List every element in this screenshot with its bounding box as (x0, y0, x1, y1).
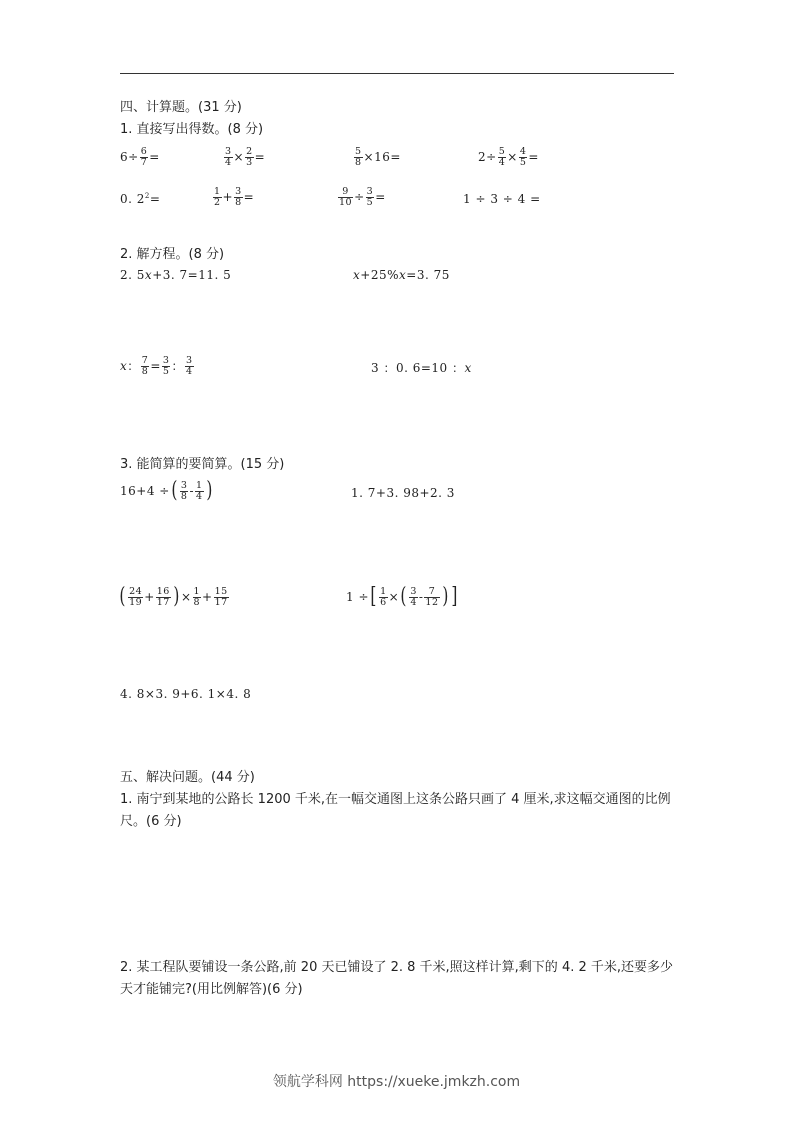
fraction: $\frac{5}{8}$ (355, 146, 362, 168)
header-rule (120, 73, 674, 74)
q1-problem-6 (212, 187, 254, 208)
q1-problem-3 (353, 147, 401, 168)
q1-problem-8: 1 ÷ 3 ÷ 4 = (463, 192, 541, 206)
left-paren: ( (119, 584, 126, 609)
q2-equation-1 (120, 268, 231, 282)
right-paren: ) (173, 584, 180, 609)
q1-problem-1 (120, 147, 160, 168)
operand: 2 (478, 150, 487, 165)
left-paren: ( (171, 478, 178, 503)
minus-sign: - (418, 589, 424, 604)
fraction: $\frac{15}{17}$ (214, 585, 228, 608)
divide-sign: ÷ (486, 150, 497, 165)
right-bracket: ] (450, 584, 458, 609)
times-sign: × (388, 589, 400, 604)
q3-calc-4 (346, 586, 459, 608)
operand: =3. 75 (406, 268, 450, 282)
ratio-sign: ： (171, 359, 184, 374)
section5-heading: 五、解决问题。(44 分) (120, 770, 255, 785)
fraction: $\frac{6}{7}$ (140, 146, 148, 168)
fraction: $\frac{16}{17}$ (156, 585, 170, 608)
equals-sign: = (375, 190, 386, 205)
q3-calc-5: 4. 8×3. 9+6. 1×4. 8 (120, 687, 252, 701)
q3-calc-2: 1. 7+3. 98+2. 3 (351, 486, 455, 500)
operand: 1 ÷ (346, 589, 370, 604)
footer-watermark: 领航学科网 https://xueke.jmkzh.com (272, 1074, 521, 1090)
section5-question-2: 2. 某工程队要铺设一条公路,前 20 天已铺设了 2. 8 千米,照这样计算,剩下的 4. 2 千米,还要多少天才能铺完?(用比例解答)(6 分) (120, 960, 674, 997)
operand: 6 (120, 150, 129, 165)
divide-sign: ÷ (128, 150, 139, 165)
left-paren: ( (400, 584, 407, 609)
fraction: $\frac{3}{5}$ (162, 355, 170, 377)
times-sign: × (507, 150, 518, 165)
q1-problem-7 (337, 187, 386, 208)
fraction: $\frac{24}{19}$ (129, 585, 143, 608)
fraction: $\frac{2}{3}$ (246, 146, 253, 168)
right-paren: ) (441, 584, 449, 609)
q2-equation-3 (120, 356, 195, 377)
q2-equation-4 (371, 361, 472, 375)
operand: 16= (374, 150, 401, 165)
fraction: $\frac{1}{4}$ (196, 479, 203, 502)
equals-sign: = (528, 150, 539, 165)
times-sign: × (180, 589, 192, 604)
variable-x: x (399, 268, 407, 282)
fraction: $\frac{5}{4}$ (498, 146, 506, 168)
plus-sign: + (144, 589, 155, 604)
fraction: $\frac{4}{5}$ (519, 146, 527, 168)
left-bracket: [ (370, 584, 377, 609)
variable-x: x (144, 268, 153, 282)
times-sign: × (363, 150, 375, 165)
fraction: $\frac{1}{6}$ (380, 585, 387, 608)
operand: +3. 7=11. 5 (152, 268, 232, 282)
plus-sign: + (202, 589, 213, 604)
fraction: $\frac{3}{5}$ (366, 186, 374, 208)
variable-x: x (464, 361, 472, 375)
q1-heading: 1. 直接写出得数。(8 分) (120, 122, 264, 137)
q3-calc-3 (118, 586, 230, 608)
q1-problem-5 (120, 192, 160, 207)
equals-sign: = (150, 359, 161, 374)
q1-problem-4 (478, 147, 539, 168)
divide-sign: ÷ (354, 190, 365, 205)
q2-equation-2 (353, 268, 450, 282)
fraction: $\frac{3}{8}$ (180, 479, 188, 502)
section5-question-1: 1. 南宁到某地的公路长 1200 千米,在一幅交通图上这条公路只画了 4 厘米,求这幅交通图的比例尺。(6 分) (120, 792, 671, 829)
ratio-sign: ： (127, 359, 140, 374)
fraction: $\frac{7}{12}$ (425, 585, 439, 608)
q3-heading: 3. 能简算的要简算。(15 分) (120, 457, 285, 472)
minus-sign: - (189, 483, 195, 498)
operand: 2. 5 (120, 268, 145, 282)
operand: 0. 2 (120, 192, 145, 207)
operand: 3 ：0. 6=10 ： (371, 361, 465, 375)
variable-x: x (353, 268, 361, 282)
variable-x: x (120, 359, 128, 374)
right-paren: ) (205, 478, 213, 503)
equals-sign: = (254, 150, 266, 165)
times-sign: × (233, 150, 245, 165)
exponent: 2 (144, 192, 150, 200)
q1-problem-2 (223, 147, 265, 168)
plus-sign: + (222, 190, 234, 205)
fraction: $\frac{3}{4}$ (410, 585, 417, 608)
fraction: $\frac{9}{10}$ (339, 186, 353, 208)
equals-sign: = (243, 190, 255, 205)
operand: 16+4 ÷ (120, 483, 170, 498)
equals-sign: = (149, 192, 161, 207)
fraction: $\frac{3}{8}$ (235, 186, 242, 208)
fraction: $\frac{1}{2}$ (214, 186, 221, 208)
q3-calc-1 (120, 480, 214, 502)
operand: +25% (360, 268, 400, 282)
fraction: $\frac{1}{8}$ (193, 585, 201, 608)
q2-heading: 2. 解方程。(8 分) (120, 247, 225, 262)
fraction: $\frac{3}{4}$ (225, 146, 232, 168)
fraction: $\frac{7}{8}$ (141, 355, 149, 377)
section4-heading: 四、计算题。(31 分) (120, 100, 242, 115)
fraction: $\frac{3}{4}$ (185, 355, 193, 377)
equals-sign: = (149, 150, 160, 165)
